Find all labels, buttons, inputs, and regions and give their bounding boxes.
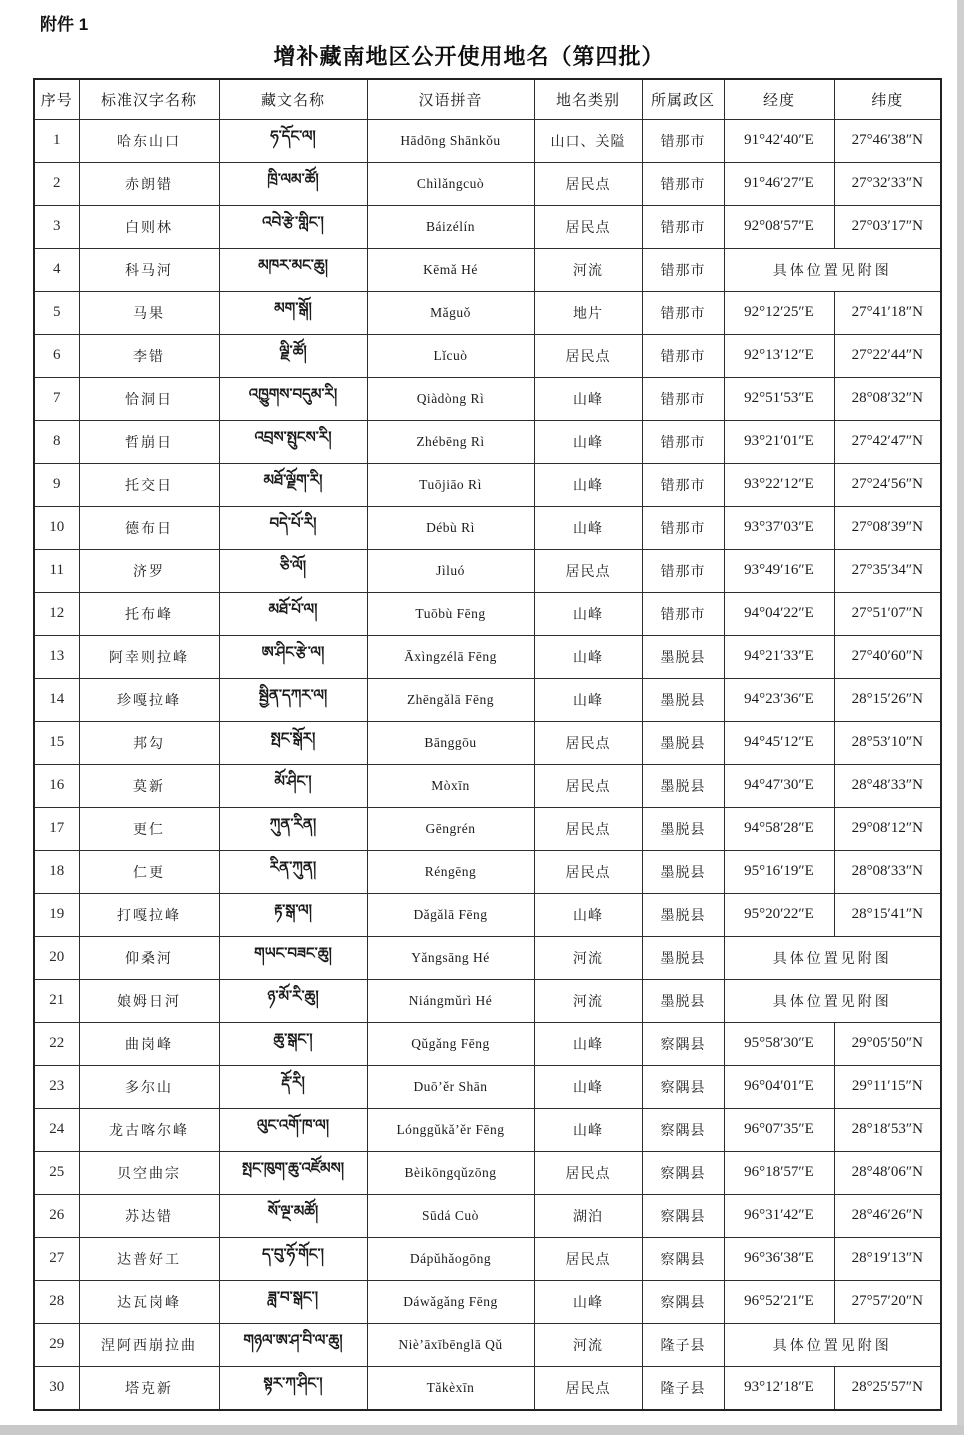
table-row bbox=[34, 1323, 941, 1366]
cell-longitude: 95°20′22″E bbox=[724, 893, 834, 936]
cell-pinyin: Niè’āxībēnglā Qǔ bbox=[367, 1323, 534, 1366]
cell-pinyin: Dáwǎgǎng Fēng bbox=[367, 1280, 534, 1323]
cell-region: 察隅县 bbox=[642, 1022, 724, 1065]
cell-name: 马果 bbox=[79, 291, 219, 334]
cell-tibetan: མག་སྒོ། bbox=[219, 291, 367, 334]
cell-name: 仁更 bbox=[79, 850, 219, 893]
cell-pinyin: Tǎkèxīn bbox=[367, 1366, 534, 1410]
cell-longitude: 93°12′18″E bbox=[724, 1366, 834, 1410]
cell-no: 27 bbox=[34, 1237, 79, 1280]
cell-name: 恰洞日 bbox=[79, 377, 219, 420]
cell-type: 山峰 bbox=[534, 678, 642, 721]
attachment-label: 附件 1 bbox=[40, 15, 89, 34]
column-header: 标准汉字名称 bbox=[79, 79, 219, 119]
cell-longitude: 91°46′27″E bbox=[724, 162, 834, 205]
cell-name: 龙古喀尔峰 bbox=[79, 1108, 219, 1151]
cell-no: 2 bbox=[34, 162, 79, 205]
cell-type: 地片 bbox=[534, 291, 642, 334]
table-row bbox=[34, 1366, 941, 1410]
cell-no: 29 bbox=[34, 1323, 79, 1366]
cell-tibetan: མཐོ་པོ་ལ། bbox=[219, 592, 367, 635]
cell-tibetan: ཨ་ཤིང་རྩེ་ལ། bbox=[219, 635, 367, 678]
column-header: 序号 bbox=[34, 79, 79, 119]
cell-region: 墨脱县 bbox=[642, 893, 724, 936]
cell-no: 5 bbox=[34, 291, 79, 334]
cell-latitude: 28°25′57″N bbox=[834, 1366, 941, 1410]
cell-type: 河流 bbox=[534, 936, 642, 979]
cell-longitude: 93°49′16″E bbox=[724, 549, 834, 592]
cell-type: 山峰 bbox=[534, 377, 642, 420]
cell-tibetan: སྟར་ཀ་ཤིང་། bbox=[219, 1366, 367, 1410]
cell-name: 托交日 bbox=[79, 463, 219, 506]
cell-no: 15 bbox=[34, 721, 79, 764]
cell-no: 17 bbox=[34, 807, 79, 850]
cell-pinyin: Tuōjiāo Rì bbox=[367, 463, 534, 506]
table-row bbox=[34, 1237, 941, 1280]
cell-region: 错那市 bbox=[642, 463, 724, 506]
cell-type: 山峰 bbox=[534, 1280, 642, 1323]
cell-type: 居民点 bbox=[534, 850, 642, 893]
cell-region: 隆子县 bbox=[642, 1366, 724, 1410]
cell-region: 墨脱县 bbox=[642, 850, 724, 893]
cell-type: 居民点 bbox=[534, 1366, 642, 1410]
cell-pinyin: Réngēng bbox=[367, 850, 534, 893]
cell-no: 4 bbox=[34, 248, 79, 291]
cell-longitude: 95°58′30″E bbox=[724, 1022, 834, 1065]
cell-latitude: 27°57′20″N bbox=[834, 1280, 941, 1323]
cell-region: 察隅县 bbox=[642, 1280, 724, 1323]
cell-region: 察隅县 bbox=[642, 1194, 724, 1237]
cell-tibetan: ལུང་འགོ་ཁ་ལ། bbox=[219, 1108, 367, 1151]
table-row bbox=[34, 248, 941, 291]
cell-latitude: 28°48′33″N bbox=[834, 764, 941, 807]
cell-region: 墨脱县 bbox=[642, 764, 724, 807]
cell-region: 墨脱县 bbox=[642, 678, 724, 721]
cell-pinyin: Qǔgǎng Fēng bbox=[367, 1022, 534, 1065]
cell-latitude: 28°53′10″N bbox=[834, 721, 941, 764]
column-header: 藏文名称 bbox=[219, 79, 367, 119]
cell-no: 11 bbox=[34, 549, 79, 592]
cell-region: 墨脱县 bbox=[642, 979, 724, 1022]
cell-tibetan: ཧ་དོང་ལ། bbox=[219, 119, 367, 162]
cell-no: 25 bbox=[34, 1151, 79, 1194]
cell-name: 德布日 bbox=[79, 506, 219, 549]
cell-type: 山峰 bbox=[534, 592, 642, 635]
cell-type: 湖泊 bbox=[534, 1194, 642, 1237]
cell-longitude: 93°21′01″E bbox=[724, 420, 834, 463]
cell-name: 哲崩日 bbox=[79, 420, 219, 463]
cell-pinyin: Sūdá Cuò bbox=[367, 1194, 534, 1237]
table-row bbox=[34, 764, 941, 807]
cell-type: 居民点 bbox=[534, 205, 642, 248]
cell-pinyin: Qiàdòng Rì bbox=[367, 377, 534, 420]
cell-name: 济罗 bbox=[79, 549, 219, 592]
cell-latitude: 27°51′07″N bbox=[834, 592, 941, 635]
cell-name: 阿幸则拉峰 bbox=[79, 635, 219, 678]
cell-position-note: 具体位置见附图 bbox=[724, 979, 941, 1022]
cell-region: 错那市 bbox=[642, 248, 724, 291]
cell-region: 错那市 bbox=[642, 377, 724, 420]
cell-pinyin: Zhēngǎlā Fēng bbox=[367, 678, 534, 721]
cell-tibetan: སྦྱིན་དཀར་ལ། bbox=[219, 678, 367, 721]
cell-region: 察隅县 bbox=[642, 1237, 724, 1280]
cell-tibetan: མཐོ་ལྗོག་རི། bbox=[219, 463, 367, 506]
cell-pinyin: Dǎgǎlā Fēng bbox=[367, 893, 534, 936]
cell-region: 墨脱县 bbox=[642, 721, 724, 764]
cell-region: 错那市 bbox=[642, 506, 724, 549]
cell-latitude: 29°05′50″N bbox=[834, 1022, 941, 1065]
cell-pinyin: Kēmǎ Hé bbox=[367, 248, 534, 291]
column-header: 所属政区 bbox=[642, 79, 724, 119]
table-row bbox=[34, 1065, 941, 1108]
cell-no: 30 bbox=[34, 1366, 79, 1410]
cell-type: 山峰 bbox=[534, 893, 642, 936]
page-title: 增补藏南地区公开使用地名（第四批） bbox=[273, 44, 665, 69]
table-row bbox=[34, 721, 941, 764]
cell-longitude: 95°16′19″E bbox=[724, 850, 834, 893]
scan-edge-right bbox=[957, 0, 964, 1435]
cell-longitude: 92°08′57″E bbox=[724, 205, 834, 248]
cell-type: 山峰 bbox=[534, 1022, 642, 1065]
cell-tibetan: འབྲས་སྤུངས་རི། bbox=[219, 420, 367, 463]
cell-pinyin: Débù Rì bbox=[367, 506, 534, 549]
cell-pinyin: Tuōbù Fēng bbox=[367, 592, 534, 635]
column-header: 汉语拼音 bbox=[367, 79, 534, 119]
cell-pinyin: Báizélín bbox=[367, 205, 534, 248]
cell-latitude: 28°48′06″N bbox=[834, 1151, 941, 1194]
cell-pinyin: Mǎguǒ bbox=[367, 291, 534, 334]
cell-name: 赤朗错 bbox=[79, 162, 219, 205]
cell-pinyin: Yǎngsāng Hé bbox=[367, 936, 534, 979]
cell-pinyin: Gēngrén bbox=[367, 807, 534, 850]
cell-no: 3 bbox=[34, 205, 79, 248]
cell-region: 错那市 bbox=[642, 162, 724, 205]
cell-name: 打嘎拉峰 bbox=[79, 893, 219, 936]
cell-type: 山峰 bbox=[534, 420, 642, 463]
cell-longitude: 94°23′36″E bbox=[724, 678, 834, 721]
cell-tibetan: གཡང་བཟང་ཆུ། bbox=[219, 936, 367, 979]
cell-latitude: 27°42′47″N bbox=[834, 420, 941, 463]
table-row bbox=[34, 420, 941, 463]
cell-name: 仰桑河 bbox=[79, 936, 219, 979]
cell-tibetan: རྡོ་རི། bbox=[219, 1065, 367, 1108]
table-row bbox=[34, 1280, 941, 1323]
cell-latitude: 27°22′44″N bbox=[834, 334, 941, 377]
cell-region: 墨脱县 bbox=[642, 936, 724, 979]
cell-no: 23 bbox=[34, 1065, 79, 1108]
cell-name: 科马河 bbox=[79, 248, 219, 291]
cell-name: 达普好工 bbox=[79, 1237, 219, 1280]
cell-no: 8 bbox=[34, 420, 79, 463]
cell-longitude: 94°58′28″E bbox=[724, 807, 834, 850]
table-row bbox=[34, 291, 941, 334]
cell-pinyin: Jìluó bbox=[367, 549, 534, 592]
cell-tibetan: མཁར་མང་ཆུ། bbox=[219, 248, 367, 291]
cell-tibetan: མོ་ཤིང་། bbox=[219, 764, 367, 807]
cell-tibetan: ཟླ་བ་སྒང་། bbox=[219, 1280, 367, 1323]
cell-tibetan: ད་བུ་ཧོ་གོང་། bbox=[219, 1237, 367, 1280]
cell-pinyin: Lónggǔkǎ’ěr Fēng bbox=[367, 1108, 534, 1151]
cell-longitude: 96°18′57″E bbox=[724, 1151, 834, 1194]
cell-longitude: 96°31′42″E bbox=[724, 1194, 834, 1237]
cell-region: 错那市 bbox=[642, 291, 724, 334]
cell-latitude: 27°41′18″N bbox=[834, 291, 941, 334]
cell-name: 涅阿西崩拉曲 bbox=[79, 1323, 219, 1366]
cell-name: 苏达错 bbox=[79, 1194, 219, 1237]
cell-no: 21 bbox=[34, 979, 79, 1022]
cell-pinyin: Chìlǎngcuò bbox=[367, 162, 534, 205]
cell-latitude: 27°46′38″N bbox=[834, 119, 941, 162]
cell-name: 李错 bbox=[79, 334, 219, 377]
cell-position-note: 具体位置见附图 bbox=[724, 248, 941, 291]
cell-latitude: 27°03′17″N bbox=[834, 205, 941, 248]
cell-name: 托布峰 bbox=[79, 592, 219, 635]
cell-type: 山峰 bbox=[534, 463, 642, 506]
cell-name: 珍嘎拉峰 bbox=[79, 678, 219, 721]
cell-tibetan: ཅི་ལོ། bbox=[219, 549, 367, 592]
cell-region: 错那市 bbox=[642, 592, 724, 635]
cell-type: 山峰 bbox=[534, 506, 642, 549]
cell-latitude: 28°15′26″N bbox=[834, 678, 941, 721]
cell-no: 6 bbox=[34, 334, 79, 377]
cell-type: 居民点 bbox=[534, 807, 642, 850]
cell-no: 28 bbox=[34, 1280, 79, 1323]
cell-longitude: 94°04′22″E bbox=[724, 592, 834, 635]
cell-region: 隆子县 bbox=[642, 1323, 724, 1366]
table-row bbox=[34, 377, 941, 420]
table-row bbox=[34, 893, 941, 936]
cell-region: 察隅县 bbox=[642, 1108, 724, 1151]
table-row bbox=[34, 936, 941, 979]
table-row bbox=[34, 592, 941, 635]
cell-name: 曲岗峰 bbox=[79, 1022, 219, 1065]
cell-name: 莫新 bbox=[79, 764, 219, 807]
cell-type: 山峰 bbox=[534, 635, 642, 678]
cell-tibetan: ལྗི་ཚོ། bbox=[219, 334, 367, 377]
cell-tibetan: ཁྲི་ལམ་ཚོ། bbox=[219, 162, 367, 205]
table-row bbox=[34, 979, 941, 1022]
cell-tibetan: བདེ་པོ་རི། bbox=[219, 506, 367, 549]
cell-pinyin: Hādōng Shānkǒu bbox=[367, 119, 534, 162]
cell-longitude: 96°52′21″E bbox=[724, 1280, 834, 1323]
cell-tibetan: ཆུ་སྒང་། bbox=[219, 1022, 367, 1065]
cell-type: 居民点 bbox=[534, 764, 642, 807]
cell-name: 白则林 bbox=[79, 205, 219, 248]
cell-latitude: 28°18′53″N bbox=[834, 1108, 941, 1151]
cell-type: 居民点 bbox=[534, 162, 642, 205]
cell-pinyin: Lǐcuò bbox=[367, 334, 534, 377]
cell-no: 1 bbox=[34, 119, 79, 162]
cell-type: 河流 bbox=[534, 979, 642, 1022]
table-row bbox=[34, 807, 941, 850]
cell-latitude: 28°15′41″N bbox=[834, 893, 941, 936]
table-row bbox=[34, 850, 941, 893]
cell-pinyin: Āxìngzélā Fēng bbox=[367, 635, 534, 678]
cell-position-note: 具体位置见附图 bbox=[724, 1323, 941, 1366]
cell-no: 18 bbox=[34, 850, 79, 893]
cell-type: 河流 bbox=[534, 248, 642, 291]
cell-region: 错那市 bbox=[642, 549, 724, 592]
cell-latitude: 27°32′33″N bbox=[834, 162, 941, 205]
cell-tibetan: སོ་ལྔ་མཚོ། bbox=[219, 1194, 367, 1237]
cell-longitude: 96°04′01″E bbox=[724, 1065, 834, 1108]
cell-name: 更仁 bbox=[79, 807, 219, 850]
cell-no: 13 bbox=[34, 635, 79, 678]
cell-tibetan: ཉ་མོ་རི་ཆུ། bbox=[219, 979, 367, 1022]
cell-longitude: 92°12′25″E bbox=[724, 291, 834, 334]
table-row bbox=[34, 678, 941, 721]
cell-latitude: 27°40′60″N bbox=[834, 635, 941, 678]
cell-type: 居民点 bbox=[534, 721, 642, 764]
cell-tibetan: སྤང་ཁུག་ཆུ་འཛོམས། bbox=[219, 1151, 367, 1194]
cell-region: 错那市 bbox=[642, 420, 724, 463]
column-header: 纬度 bbox=[834, 79, 941, 119]
table-row bbox=[34, 119, 941, 162]
cell-latitude: 28°19′13″N bbox=[834, 1237, 941, 1280]
cell-region: 错那市 bbox=[642, 205, 724, 248]
cell-type: 居民点 bbox=[534, 1237, 642, 1280]
cell-name: 达瓦岗峰 bbox=[79, 1280, 219, 1323]
cell-tibetan: རྟ་སྒ་ལ། bbox=[219, 893, 367, 936]
cell-longitude: 93°22′12″E bbox=[724, 463, 834, 506]
cell-no: 26 bbox=[34, 1194, 79, 1237]
cell-no: 16 bbox=[34, 764, 79, 807]
cell-region: 错那市 bbox=[642, 334, 724, 377]
column-header: 地名类别 bbox=[534, 79, 642, 119]
cell-region: 错那市 bbox=[642, 119, 724, 162]
cell-longitude: 96°36′38″E bbox=[724, 1237, 834, 1280]
cell-tibetan: གཉལ་ཨ་ཤ་བི་ལ་ཆུ། bbox=[219, 1323, 367, 1366]
table-row bbox=[34, 205, 941, 248]
table-row bbox=[34, 635, 941, 678]
table-header-row bbox=[34, 79, 941, 119]
cell-latitude: 27°35′34″N bbox=[834, 549, 941, 592]
cell-no: 14 bbox=[34, 678, 79, 721]
cell-name: 多尔山 bbox=[79, 1065, 219, 1108]
cell-type: 居民点 bbox=[534, 334, 642, 377]
cell-pinyin: Bèikōngqǔzōng bbox=[367, 1151, 534, 1194]
cell-longitude: 94°47′30″E bbox=[724, 764, 834, 807]
cell-tibetan: འབེ་རྩེ་གླིང་། bbox=[219, 205, 367, 248]
cell-no: 19 bbox=[34, 893, 79, 936]
cell-position-note: 具体位置见附图 bbox=[724, 936, 941, 979]
cell-region: 察隅县 bbox=[642, 1065, 724, 1108]
cell-no: 20 bbox=[34, 936, 79, 979]
cell-tibetan: ཀུན་རིན། bbox=[219, 807, 367, 850]
cell-latitude: 28°08′33″N bbox=[834, 850, 941, 893]
cell-type: 居民点 bbox=[534, 1151, 642, 1194]
place-names-table bbox=[33, 78, 942, 1411]
cell-tibetan: འཁྱུགས་བདུམ་རི། bbox=[219, 377, 367, 420]
cell-region: 察隅县 bbox=[642, 1151, 724, 1194]
cell-name: 邦勾 bbox=[79, 721, 219, 764]
cell-longitude: 91°42′40″E bbox=[724, 119, 834, 162]
cell-type: 山峰 bbox=[534, 1065, 642, 1108]
cell-latitude: 29°11′15″N bbox=[834, 1065, 941, 1108]
table-row bbox=[34, 334, 941, 377]
cell-no: 9 bbox=[34, 463, 79, 506]
cell-tibetan: རིན་ཀུན། bbox=[219, 850, 367, 893]
cell-longitude: 94°45′12″E bbox=[724, 721, 834, 764]
cell-longitude: 94°21′33″E bbox=[724, 635, 834, 678]
cell-no: 10 bbox=[34, 506, 79, 549]
table-row bbox=[34, 1194, 941, 1237]
cell-latitude: 28°46′26″N bbox=[834, 1194, 941, 1237]
cell-no: 7 bbox=[34, 377, 79, 420]
cell-latitude: 27°24′56″N bbox=[834, 463, 941, 506]
cell-longitude: 96°07′35″E bbox=[724, 1108, 834, 1151]
cell-latitude: 27°08′39″N bbox=[834, 506, 941, 549]
table-row bbox=[34, 506, 941, 549]
cell-latitude: 29°08′12″N bbox=[834, 807, 941, 850]
cell-name: 哈东山口 bbox=[79, 119, 219, 162]
table-row bbox=[34, 1108, 941, 1151]
cell-longitude: 92°51′53″E bbox=[724, 377, 834, 420]
table-row bbox=[34, 549, 941, 592]
cell-pinyin: Duō’ěr Shān bbox=[367, 1065, 534, 1108]
table-row bbox=[34, 1151, 941, 1194]
cell-name: 贝空曲宗 bbox=[79, 1151, 219, 1194]
cell-no: 24 bbox=[34, 1108, 79, 1151]
scan-edge-bottom bbox=[0, 1425, 964, 1435]
cell-name: 娘姆日河 bbox=[79, 979, 219, 1022]
cell-pinyin: Dápǔhǎogōng bbox=[367, 1237, 534, 1280]
cell-latitude: 28°08′32″N bbox=[834, 377, 941, 420]
cell-pinyin: Niángmǔrì Hé bbox=[367, 979, 534, 1022]
table-row bbox=[34, 162, 941, 205]
cell-region: 墨脱县 bbox=[642, 807, 724, 850]
cell-pinyin: Mòxīn bbox=[367, 764, 534, 807]
cell-no: 22 bbox=[34, 1022, 79, 1065]
cell-no: 12 bbox=[34, 592, 79, 635]
cell-longitude: 92°13′12″E bbox=[724, 334, 834, 377]
column-header: 经度 bbox=[724, 79, 834, 119]
cell-type: 山口、关隘 bbox=[534, 119, 642, 162]
cell-name: 塔克新 bbox=[79, 1366, 219, 1410]
cell-pinyin: Bānggōu bbox=[367, 721, 534, 764]
cell-type: 河流 bbox=[534, 1323, 642, 1366]
cell-type: 山峰 bbox=[534, 1108, 642, 1151]
cell-type: 居民点 bbox=[534, 549, 642, 592]
table-row bbox=[34, 463, 941, 506]
cell-tibetan: སྤང་སྒོར། bbox=[219, 721, 367, 764]
table-row bbox=[34, 1022, 941, 1065]
cell-pinyin: Zhébēng Rì bbox=[367, 420, 534, 463]
cell-longitude: 93°37′03″E bbox=[724, 506, 834, 549]
cell-region: 墨脱县 bbox=[642, 635, 724, 678]
